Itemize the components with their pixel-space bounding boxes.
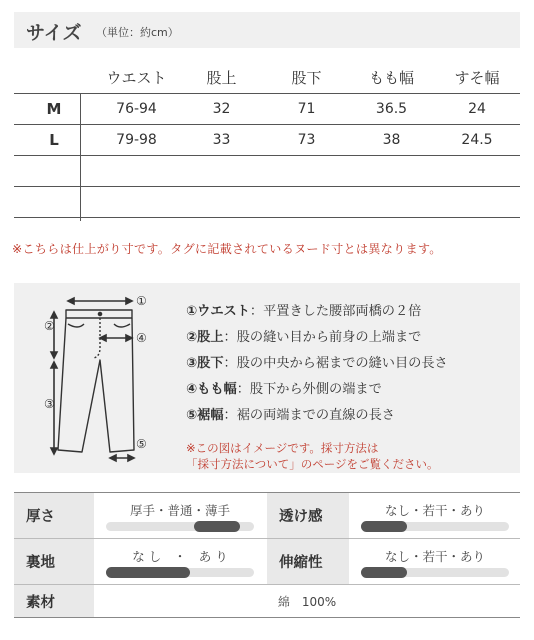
- desc-waist: ①ウエスト：平置きした腰部両橋の２倍: [186, 304, 422, 319]
- table-cell: 24.5: [461, 132, 493, 148]
- thickness-scale: [94, 493, 266, 538]
- table-cell: 71: [297, 101, 316, 117]
- table-cell: 32: [212, 101, 231, 117]
- thickness-track: [106, 522, 254, 531]
- desc-inseam: ③股下：股の中央から裾までの縫い目の長さ: [186, 356, 448, 371]
- marker-hem: ⑤: [136, 437, 147, 451]
- col-header-hem: すそ幅: [454, 69, 500, 87]
- measurement-note: ※この図はイメージです。採寸方法は 「採寸方法について」のページをご覧ください。: [186, 441, 439, 471]
- lining-track: [106, 568, 254, 577]
- fabric-row: [14, 493, 520, 539]
- thickness-indicator: [194, 521, 240, 532]
- fabric-row: [14, 539, 520, 585]
- lining-options: な し ・ あ り: [132, 549, 228, 564]
- table-divider: [80, 94, 81, 221]
- elasticity-scale: [349, 539, 521, 584]
- table-cell: 79-98: [116, 132, 157, 148]
- desc-hem: ⑤裾幅：裾の両端までの直線の長さ: [186, 408, 395, 423]
- sheerness-track: [361, 522, 509, 531]
- material-label: 素材: [14, 585, 94, 617]
- size-label: L: [49, 131, 59, 149]
- elasticity-options: なし・若干・あり: [384, 549, 485, 564]
- fabric-table: [14, 492, 520, 618]
- lining-indicator: [106, 567, 190, 578]
- col-header-rise: 股上: [206, 69, 237, 87]
- desc-thigh: ④もも幅：股下から外側の端まで: [186, 382, 382, 397]
- marker-thigh: ④: [136, 331, 147, 345]
- sheerness-options: なし・若干・あり: [384, 503, 485, 518]
- col-header-waist: ウエスト: [106, 69, 167, 87]
- sheerness-scale: [349, 493, 521, 538]
- thickness-options: 厚手・普通・薄手: [129, 503, 230, 518]
- table-row-empty: [14, 156, 520, 187]
- table-row: [14, 94, 520, 125]
- table-cell: 76-94: [116, 101, 157, 117]
- table-row-empty: [14, 187, 520, 218]
- table-cell: 73: [297, 132, 316, 148]
- sheerness-indicator: [361, 521, 407, 532]
- lining-scale: [94, 539, 266, 584]
- marker-rise: ②: [44, 319, 55, 333]
- material-value: 綿 100%: [277, 594, 337, 609]
- unit-label: （単位：約cm）: [96, 26, 179, 39]
- size-label: M: [46, 100, 62, 118]
- size-table: [14, 62, 520, 218]
- elasticity-track: [361, 568, 509, 577]
- finished-size-notice: ※こちらは仕上がり寸です。タグに記載されているヌード寸とは異なります。: [12, 242, 442, 256]
- size-table-header: [14, 62, 520, 94]
- lining-label: 裏地: [14, 539, 94, 584]
- table-cell: 24: [468, 101, 486, 117]
- marker-waist: ①: [136, 294, 147, 308]
- col-header-thigh: もも幅: [368, 69, 414, 87]
- table-cell: 33: [212, 132, 231, 148]
- measurement-descriptions: [186, 300, 448, 430]
- table-cell: 38: [382, 132, 401, 148]
- page-title: サイズ: [26, 22, 82, 44]
- table-row: [14, 125, 520, 156]
- col-header-inseam: 股下: [291, 69, 322, 87]
- elasticity-label: 伸縮性: [267, 539, 349, 584]
- table-cell: 36.5: [375, 101, 408, 117]
- desc-rise: ②股上：股の縫い目から前身の上端まで: [186, 330, 422, 345]
- size-title-bar: [14, 12, 520, 48]
- marker-inseam: ③: [44, 397, 55, 411]
- sheerness-label: 透け感: [267, 493, 349, 538]
- thickness-label: 厚さ: [14, 493, 94, 538]
- fabric-row: [14, 585, 520, 618]
- elasticity-indicator: [361, 567, 407, 578]
- pants-diagram: [18, 290, 168, 466]
